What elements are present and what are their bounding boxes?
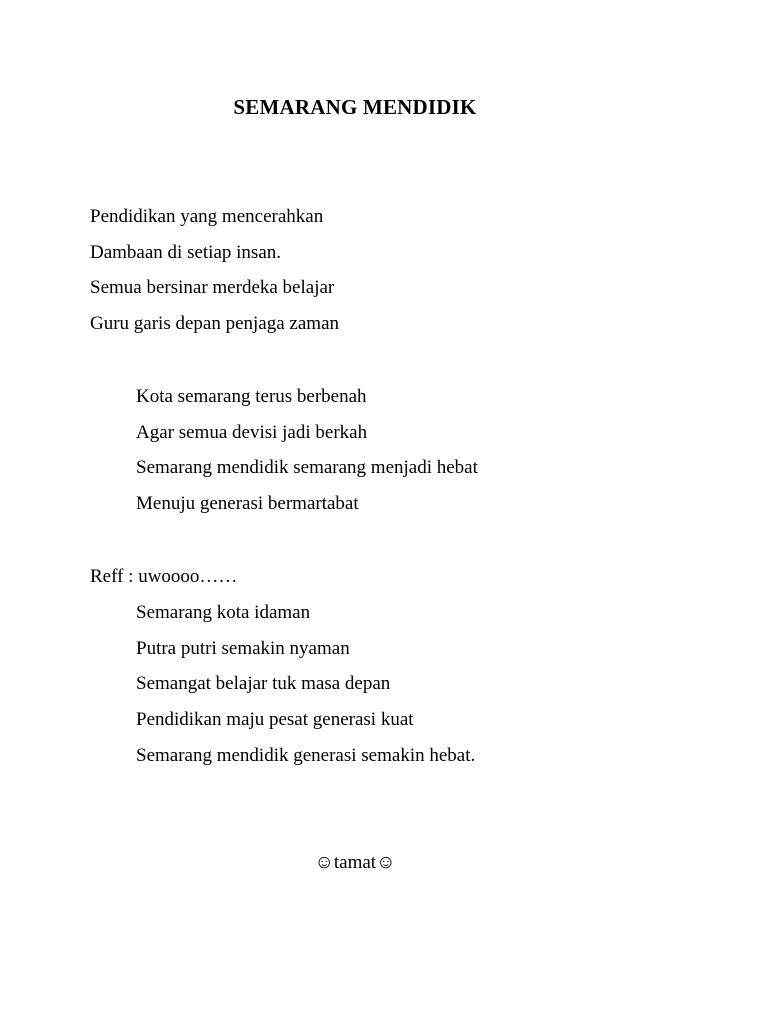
stanza1-line-3: Semua bersinar merdeka belajar bbox=[90, 277, 335, 298]
stanza1-line-1: Pendidikan yang mencerahkan bbox=[90, 206, 324, 227]
reff-heading: Reff : uwoooo…… bbox=[90, 566, 238, 587]
stanza1-line-4: Guru garis depan penjaga zaman bbox=[90, 313, 340, 334]
stanza2-line-3: Semarang mendidik semarang menjadi hebat bbox=[136, 457, 478, 478]
reff-line-1: Semarang kota idaman bbox=[136, 602, 311, 623]
ending-text: ☺tamat☺ bbox=[314, 852, 396, 873]
reff-line-5: Semarang mendidik generasi semakin hebat. bbox=[136, 745, 476, 766]
stanza2-line-4: Menuju generasi bermartabat bbox=[136, 493, 359, 514]
reff-line-4: Pendidikan maju pesat generasi kuat bbox=[136, 709, 414, 730]
stanza2-line-2: Agar semua devisi jadi berkah bbox=[136, 422, 368, 443]
document-title: SEMARANG MENDIDIK bbox=[233, 95, 477, 119]
stanza1-line-2: Dambaan di setiap insan. bbox=[90, 242, 282, 263]
reff-line-2: Putra putri semakin nyaman bbox=[136, 638, 350, 659]
stanza2-line-1: Kota semarang terus berbenah bbox=[136, 386, 367, 407]
reff-line-3: Semangat belajar tuk masa depan bbox=[136, 673, 391, 694]
